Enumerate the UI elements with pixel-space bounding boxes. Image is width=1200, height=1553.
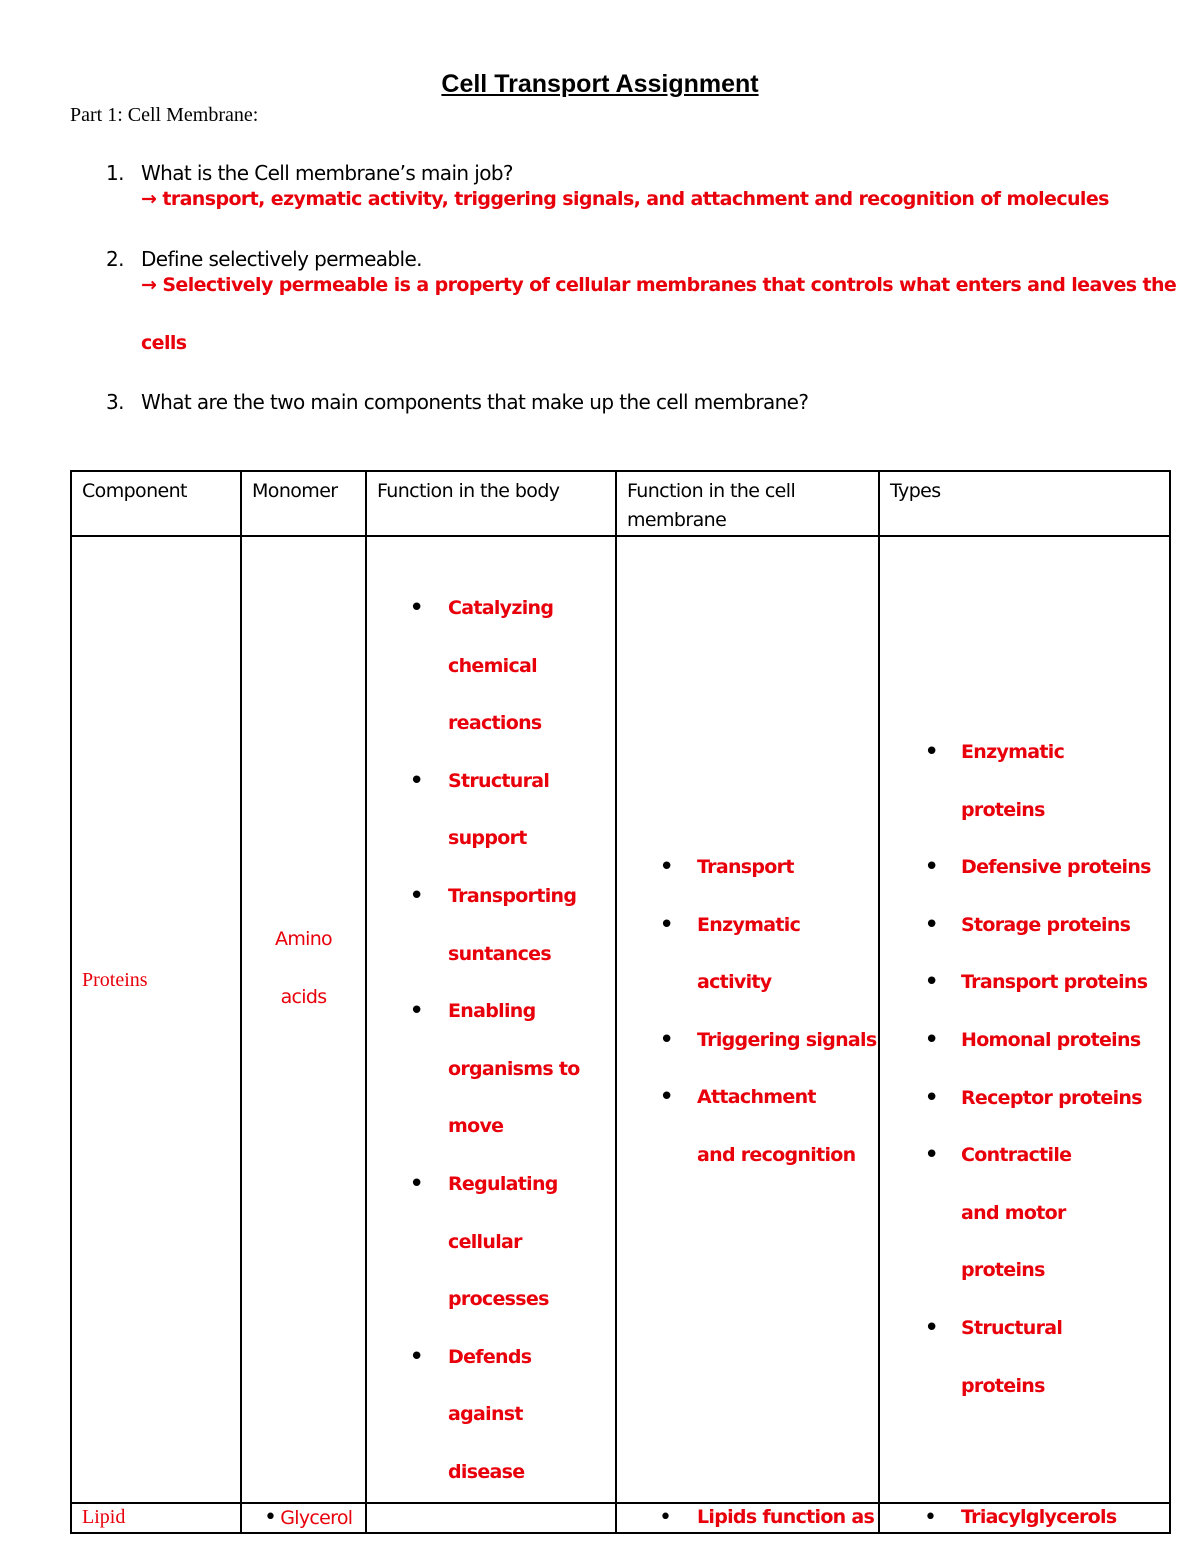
header-types: Types [879, 471, 1170, 536]
lipid-membrane-function: Lipids function as [697, 1505, 875, 1528]
component-lipid: Lipid [82, 1505, 126, 1528]
list-item: • Triggering signals [617, 1012, 878, 1070]
header-function-body: Function in the body [366, 471, 616, 536]
bullet-icon: • [659, 1504, 672, 1530]
lipid-type: Triacylglycerols [961, 1505, 1117, 1528]
monomer-amino-acids: Amino acids [275, 928, 332, 1008]
answer-1: → transport, ezymatic activity, triggering signals, and attachment and recognition of molecules [141, 188, 1109, 210]
body-functions-list [367, 580, 582, 1502]
bullet-icon: • [264, 1504, 277, 1530]
answer-2-line-1: → Selectively permeable is a property of cellular membranes that controls what enters and leaves the [141, 274, 1177, 296]
list-item: • Structural proteins [880, 1300, 1151, 1415]
list-item: • Regulating cellular processes [367, 1156, 582, 1329]
list-item: • Structural support [367, 753, 582, 868]
page-title: Cell Transport Assignment [441, 70, 759, 98]
list-item: • Homonal proteins [880, 1012, 1151, 1070]
part-heading: Part 1: Cell Membrane: [70, 104, 259, 126]
list-item: • Enabling organisms to move [367, 983, 582, 1156]
list-item: • Defends against disease [367, 1329, 582, 1502]
list-item: • Defensive proteins [880, 839, 1151, 897]
component-proteins: Proteins [82, 969, 148, 991]
header-function-membrane: Function in the cell membrane [616, 471, 879, 536]
table-row-lipid [71, 1503, 1170, 1533]
question-3: 3. What are the two main components that make up the cell membrane? [106, 390, 809, 414]
header-monomer: Monomer [241, 471, 366, 536]
bullet-icon: • [924, 1504, 937, 1530]
list-item: • Enzymatic proteins [880, 724, 1151, 839]
types-list [880, 724, 1169, 1415]
question-1: 1. What is the Cell membrane’s main job? [106, 161, 513, 185]
list-item: • Receptor proteins [880, 1070, 1151, 1128]
list-item: • Enzymatic activity [617, 897, 878, 1012]
components-table [70, 470, 1171, 1534]
answer-2-line-2: cells [141, 332, 187, 354]
list-item: • Storage proteins [880, 897, 1151, 955]
list-item: • Catalyzing chemical reactions [367, 580, 582, 753]
list-item: • Transport proteins [880, 954, 1151, 1012]
question-2: 2. Define selectively permeable. [106, 247, 422, 271]
list-item: • Transporting suntances [367, 868, 582, 983]
membrane-functions-list [617, 839, 878, 1185]
header-component: Component [71, 471, 241, 536]
monomer-glycerol: Glycerol [280, 1506, 353, 1529]
table-row-proteins [71, 536, 1170, 1503]
list-item: • Contractile and motor proteins [880, 1127, 1151, 1300]
list-item: • Attachment and recognition [617, 1069, 878, 1184]
list-item: • Transport [617, 839, 878, 897]
table-header-row [71, 471, 1170, 536]
